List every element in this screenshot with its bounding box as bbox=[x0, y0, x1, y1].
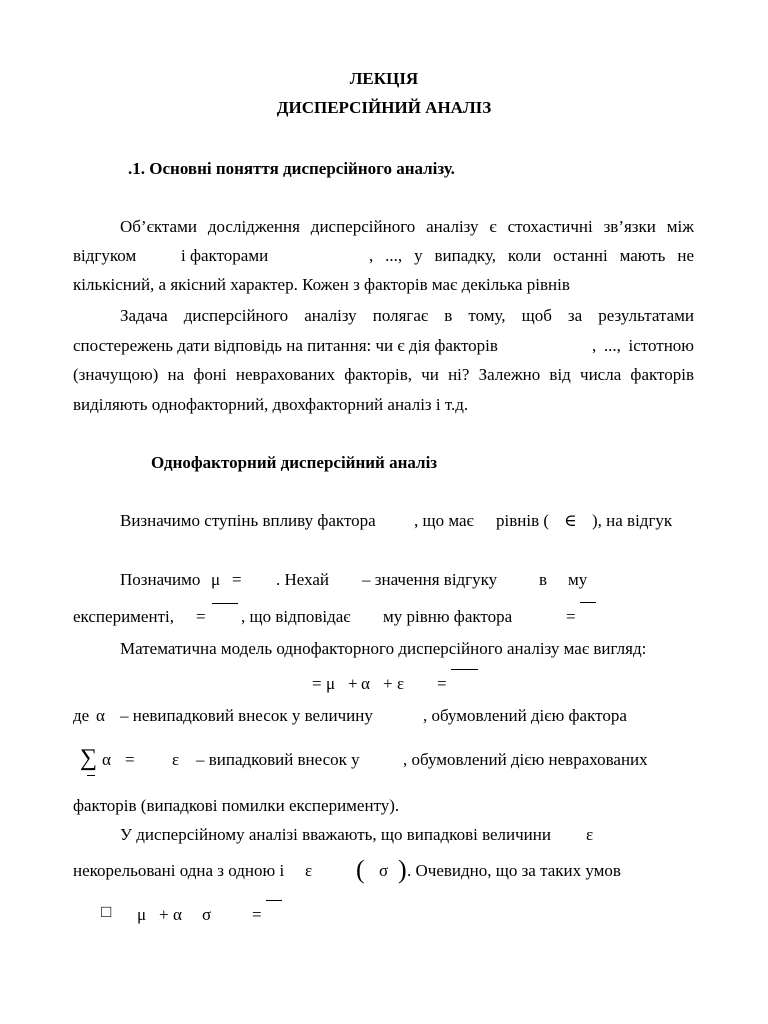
paragraph-text: , ..., істотною bbox=[592, 336, 694, 355]
math-symbol: ( bbox=[356, 855, 365, 884]
paragraph-line: Математична модель однофакторного дисперсійного аналізу має вигляд: bbox=[120, 639, 647, 658]
paragraph-text: – невипадковий внесок у величину bbox=[120, 706, 373, 725]
paragraph-text: , обумовлений дією фактора bbox=[423, 706, 627, 725]
paragraph-text: Позначимо bbox=[120, 570, 201, 589]
lecture-title: ЛЕКЦІЯ bbox=[349, 69, 419, 88]
math-symbol: α bbox=[173, 905, 182, 924]
math-symbol: ∈ bbox=[564, 511, 577, 530]
math-symbol: σ bbox=[202, 905, 212, 924]
math-symbol: = bbox=[196, 607, 206, 626]
paragraph-text: в bbox=[539, 570, 548, 589]
section-heading-one-factor: Однофакторний дисперсійний аналіз bbox=[151, 453, 438, 472]
paragraph-line: Об’єктами дослідження дисперсійного аналізу є стохастичні зв’язки між bbox=[120, 217, 694, 236]
paragraph-text: , обумовлений дією неврахованих bbox=[403, 750, 648, 769]
math-symbol: + bbox=[159, 905, 169, 924]
paragraph-text: – значення відгуку bbox=[362, 570, 498, 589]
paragraph-line: факторів (випадкові помилки експерименту). bbox=[73, 796, 400, 815]
math-symbol: μ bbox=[211, 570, 221, 589]
paragraph-text: ), на відгук bbox=[592, 511, 673, 530]
paragraph-text: Визначимо ступінь впливу фактора bbox=[120, 511, 376, 530]
math-symbol: ε bbox=[397, 674, 405, 693]
paragraph-line: (значущою) на фоні неврахованих факторів, чи ні? Залежно від числа факторів bbox=[73, 365, 694, 384]
math-symbol: α bbox=[96, 706, 105, 725]
paragraph-line: Задача дисперсійного аналізу полягає в тому, щоб за результатами bbox=[120, 306, 694, 325]
math-symbol: = bbox=[232, 570, 242, 589]
placeholder-box-icon: □ bbox=[101, 902, 112, 921]
sum-symbol: ∑ bbox=[80, 745, 98, 771]
math-symbol: μ bbox=[326, 674, 336, 693]
paragraph-text: , що має bbox=[414, 511, 474, 530]
paragraph-text: і факторами bbox=[181, 246, 269, 265]
paragraph-text: некорельовані одна з одною і bbox=[73, 861, 285, 880]
paragraph-text: , що відповідає bbox=[241, 607, 351, 626]
math-symbol: ε bbox=[586, 825, 594, 844]
math-symbol: σ bbox=[379, 861, 389, 880]
lecture-subtitle: ДИСПЕРСІЙНИЙ АНАЛІЗ bbox=[276, 98, 492, 117]
overline bbox=[580, 602, 596, 603]
paragraph-text: му рівню фактора bbox=[383, 607, 513, 626]
math-symbol: = bbox=[252, 905, 262, 924]
paragraph-line: кількісний, а якісний характер. Кожен з факторів має декілька рівнів bbox=[73, 275, 570, 294]
math-symbol: = bbox=[312, 674, 322, 693]
math-symbol: = bbox=[566, 607, 576, 626]
paragraph-text: рівнів ( bbox=[496, 511, 550, 530]
section-heading-basic-concepts: .1. Основні поняття дисперсійного аналізу. bbox=[128, 159, 455, 178]
paragraph-text: , ..., у випадку, коли останні мають не bbox=[369, 246, 694, 265]
paragraph-line: виділяють однофакторний, двохфакторний аналіз і т.д. bbox=[73, 395, 469, 414]
math-symbol: μ bbox=[137, 905, 147, 924]
paragraph-text: У дисперсійному аналізі вважають, що випадкові величини bbox=[120, 825, 551, 844]
paragraph-text: му bbox=[568, 570, 588, 589]
math-symbol: = bbox=[437, 674, 447, 693]
math-symbol: α bbox=[102, 750, 111, 769]
math-symbol: + bbox=[383, 674, 393, 693]
overline bbox=[451, 669, 478, 670]
paragraph-text: відгуком bbox=[73, 246, 137, 265]
math-symbol: = bbox=[125, 750, 135, 769]
overline bbox=[212, 603, 238, 604]
math-symbol: ε bbox=[305, 861, 313, 880]
paragraph-text: . Очевидно, що за таких умов bbox=[407, 861, 621, 880]
paragraph-text: спостережень дати відповідь на питання: чи є дія факторів bbox=[73, 336, 498, 355]
paragraph-text: експерименті, bbox=[73, 607, 174, 626]
underline-mark bbox=[87, 775, 95, 776]
math-symbol: ) bbox=[398, 855, 407, 884]
overline bbox=[266, 900, 282, 901]
math-symbol: ε bbox=[172, 750, 180, 769]
paragraph-text: . Нехай bbox=[276, 570, 330, 589]
math-symbol: + bbox=[348, 674, 358, 693]
math-symbol: α bbox=[361, 674, 370, 693]
paragraph-text: – випадковий внесок у bbox=[196, 750, 360, 769]
paragraph-text: де bbox=[73, 706, 90, 725]
